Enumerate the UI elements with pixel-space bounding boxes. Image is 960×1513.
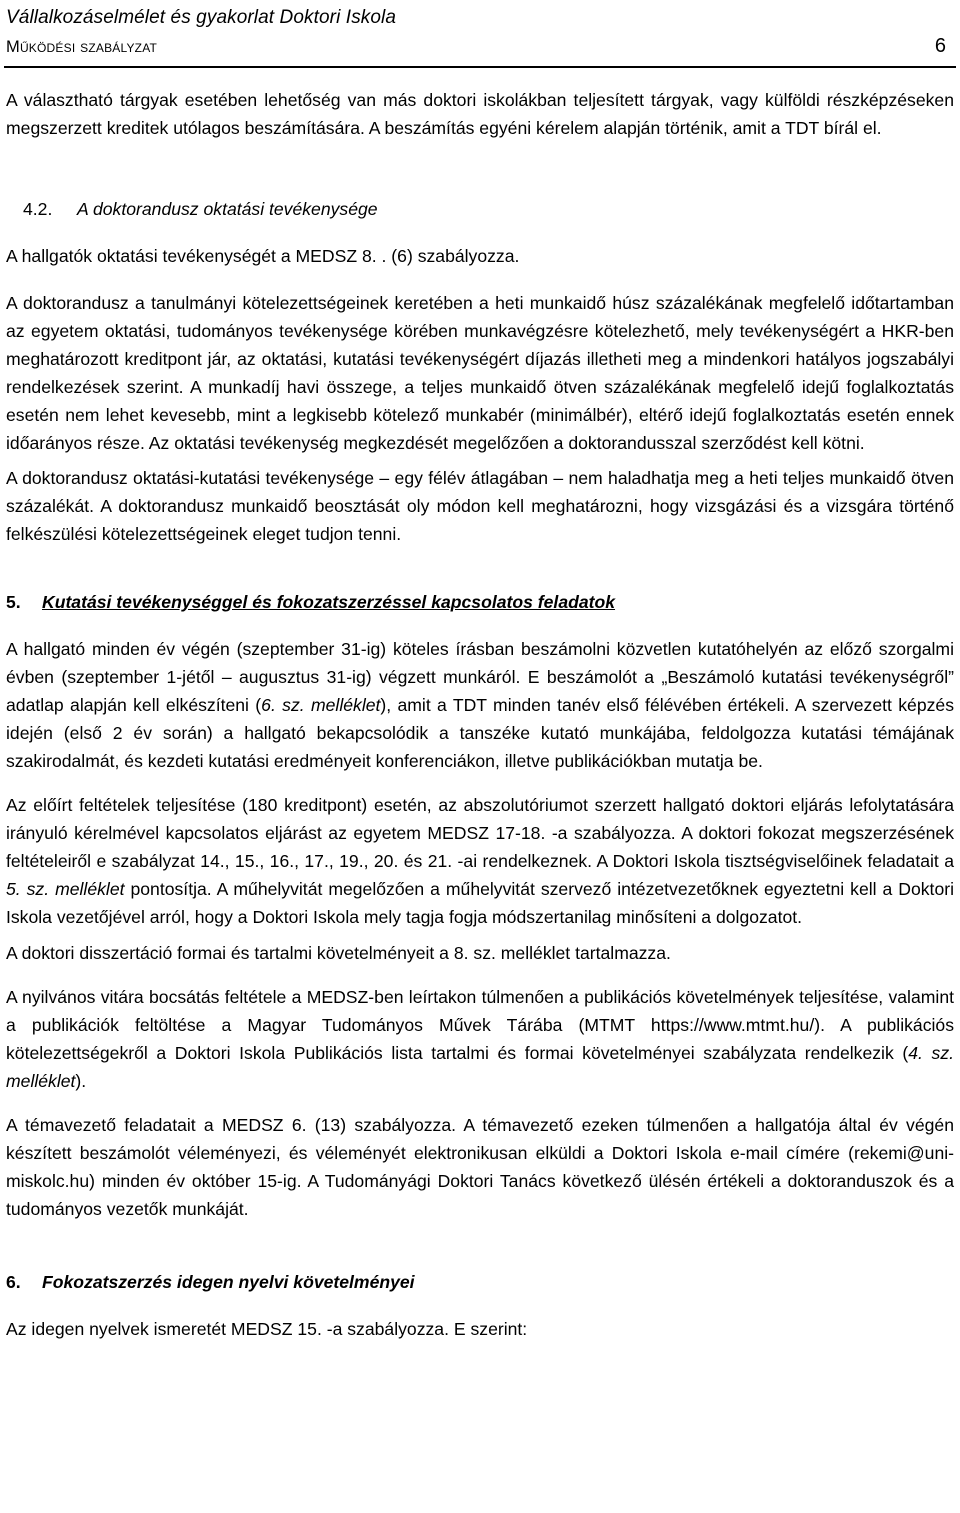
paragraph-supervisor-duties: A témavezető feladatait a MEDSZ 6. (13) szabályozza. A témavezető ezeken túlmenően a hallgatója által év végén készített beszámolót véleményezi, és véleményét elektronikusan elküldi a Doktori Iskola e-mail címére (rekemi@uni-miskolc.hu) minden év október 15-ig. A Tudományági Doktori Tanács következő ülésén értékeli a doktoranduszok és a tudományos vezetők munkáját.	[6, 1115, 954, 1219]
page-number: 6	[934, 35, 946, 57]
paragraph-language-requirements: Az idegen nyelvek ismeretét MEDSZ 15. -a szabályozza. E szerint:	[6, 1319, 528, 1339]
subsection-heading-4-2	[6, 195, 954, 223]
annex-reference: 4. sz. melléklet	[6, 1043, 954, 1091]
section-number: 5.	[6, 592, 21, 612]
document-body	[6, 86, 954, 1343]
section-number: 6.	[6, 1272, 21, 1292]
header-subtitle: Működési szabályzat	[6, 38, 158, 56]
header-divider	[4, 66, 956, 68]
paragraph-teaching-limit: A doktorandusz oktatási-kutatási tevékenysége – egy félév átlagában – nem haladhatja meg a heti teljes munkaidő ötven százalékát. A doktorandusz munkaidő beosztását oly módon kell meghatározni, hogy vizsgázási és a vizsgára történő felkészülési kötelezettségeinek eleget tudjon tenni.	[6, 468, 954, 544]
section-heading-6	[6, 1268, 954, 1296]
section-heading-5	[6, 588, 954, 616]
subsection-number: 4.2.	[23, 199, 53, 219]
paragraph-degree-procedure: Az előírt feltételek teljesítése (180 kreditpont) esetén, az abszolutóriumot szerzett hallgató doktori eljárás lefolytatására irányuló kérelmével kapcsolatos eljárást az egyetem MEDSZ 17-18. -a szabályozza. A doktori fokozat megszerzésének feltételeiről e szabályzat 14., 15., 16., 17., 19., 20. és 21. -ai rendelkeznek. A Doktori Iskola tisztségviselőinek feladatait a 5. sz. melléklet pontosítja. A műhelyvitát megelőzően a műhelyvitát szervező intézetvezetőknek egyeztetni kell a Doktori Iskola vezetőjével arról, hogy a Doktori Iskola mely tagja fogja módszertanilag minősíteni a dolgozatot.	[6, 795, 955, 927]
paragraph-teaching-duty: A doktorandusz a tanulmányi kötelezettségeinek keretében a heti munkaidő húsz százalékának megfelelő időtartamban az egyetem oktatási, tudományos tevékenysége körében munkavégzésre kötelezhető, mely tevékenységért a HKR-ben meghatározott kreditpont jár, az oktatási, kutatási tevékenységért díjazás illetheti meg a mindenkori hatályos jogszabályi rendelkezések szerint. A munkadíj havi összege, a teljes munkaidő ötven százalékának megfelelő idejű foglalkoztatás esetén nem lehet kevesebb, mint a legkisebb kötelező munkabér (minimálbér), eltérő idejű foglalkoztatás esetén ennek időarányos része. Az oktatási tevékenység megkezdését megelőzően a doktorandusszal szerződést kell kötni.	[6, 293, 954, 453]
annex-reference: 5. sz. melléklet	[6, 879, 125, 899]
section-title: Kutatási tevékenységgel és fokozatszerzéssel kapcsolatos feladatok	[42, 592, 616, 612]
subsection-title: A doktorandusz oktatási tevékenysége	[77, 199, 378, 219]
paragraph-credit-transfer: A választható tárgyak esetében lehetőség van más doktori iskolákban teljesített tárgyak, vagy külföldi részképzéseken megszerzett kreditek utólagos beszámítására. A beszámítás egyéni kérelem alapján történik, amit a TDT bírál el.	[6, 90, 954, 138]
paragraph-dissertation-requirements: A doktori disszertáció formai és tartalmi követelményeit a 8. sz. melléklet tartalmazza.	[6, 943, 671, 963]
paragraph-publication-requirements: A nyilvános vitára bocsátás feltétele a MEDSZ-ben leírtakon túlmenően a publikációs követelmények teljesítése, valamint a publikációk feltöltése a Magyar Tudományos Művek Tárába (MTMT https://www.mtmt.hu/). A publikációs kötelezettségekről a Doktori Iskola Publikációs lista tartalmi és formai követelményei szabályzata rendelkezik (4. sz. melléklet).	[6, 987, 954, 1091]
annex-reference: 6. sz. melléklet	[261, 695, 381, 715]
header-title: Vállalkozáselmélet és gyakorlat Doktori Iskola	[6, 7, 397, 28]
section-title: Fokozatszerzés idegen nyelvi követelményei	[42, 1272, 415, 1292]
paragraph-teaching-rule: A hallgatók oktatási tevékenységét a MEDSZ 8. . (6) szabályozza.	[6, 246, 520, 266]
paragraph-annual-report: A hallgató minden év végén (szeptember 31-ig) köteles írásban beszámolni közvetlen kutatóhelyén az előző szorgalmi évben (szeptember 1-jétől – augusztus 31-ig) végzett munkáról. E beszámolót a „Beszámoló kutatási tevékenységről” adatlap alapján kell elkészíteni (6. sz. melléklet), amit a TDT minden tanév első félévében értékeli. A szervezett képzés idején (első 2 év során) a hallgató bekapcsolódik a tanszéke kutató munkájába, feldolgozza kutatási témájának szakirodalmát, és kezdeti kutatási eredményeit konferenciákon, illetve publikációkban mutatja be.	[6, 639, 954, 771]
